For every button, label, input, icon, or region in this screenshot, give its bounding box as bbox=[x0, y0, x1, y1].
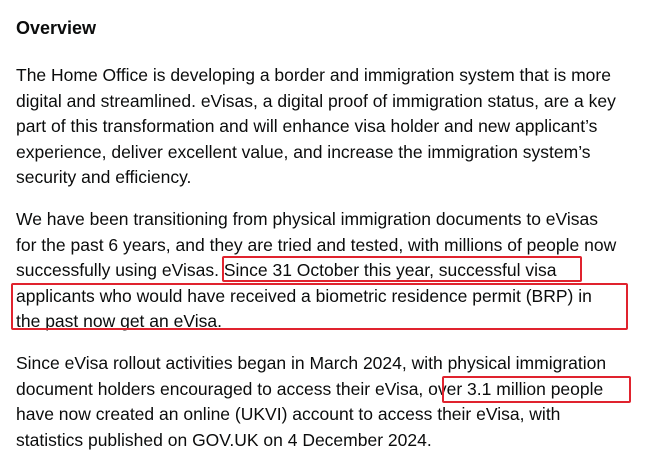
paragraph-transition bbox=[16, 207, 656, 335]
paragraph-line: successfully using eVisas. Since 31 October this year, successful visa bbox=[16, 260, 557, 281]
paragraph-line: applicants who would have received a biometric residence permit (BRP) in bbox=[16, 285, 592, 306]
paragraph-line: the past now get an eVisa. bbox=[16, 311, 222, 332]
paragraph-line: for the past 6 years, and they are tried and tested, with millions of people now bbox=[16, 234, 617, 255]
paragraph-line: statistics published on GOV.UK on 4 December 2024. bbox=[16, 429, 432, 450]
section-heading: Overview bbox=[16, 18, 97, 38]
paragraph-line: part of this transformation and will enhance visa holder and new applicant’s bbox=[16, 116, 598, 137]
paragraph-line: security and efficiency. bbox=[16, 167, 192, 188]
paragraph-rollout bbox=[16, 351, 656, 453]
paragraph-line: The Home Office is developing a border and immigration system that is more bbox=[16, 65, 611, 85]
paragraph-line: have now created an online (UKVI) account to access their eVisa, with bbox=[16, 404, 561, 425]
paragraph-line: digital and streamlined. eVisas, a digital proof of immigration status, are a key bbox=[16, 90, 616, 111]
paragraph-line: Since eVisa rollout activities began in March 2024, with physical immigration bbox=[16, 353, 607, 373]
paragraph-line: experience, deliver excellent value, and increase the immigration system’s bbox=[16, 141, 591, 162]
paragraph-line: document holders encouraged to access their eVisa, over 3.1 million people bbox=[16, 378, 604, 399]
paragraph-intro bbox=[16, 63, 656, 191]
paragraph-line: We have been transitioning from physical immigration documents to eVisas bbox=[16, 209, 599, 229]
